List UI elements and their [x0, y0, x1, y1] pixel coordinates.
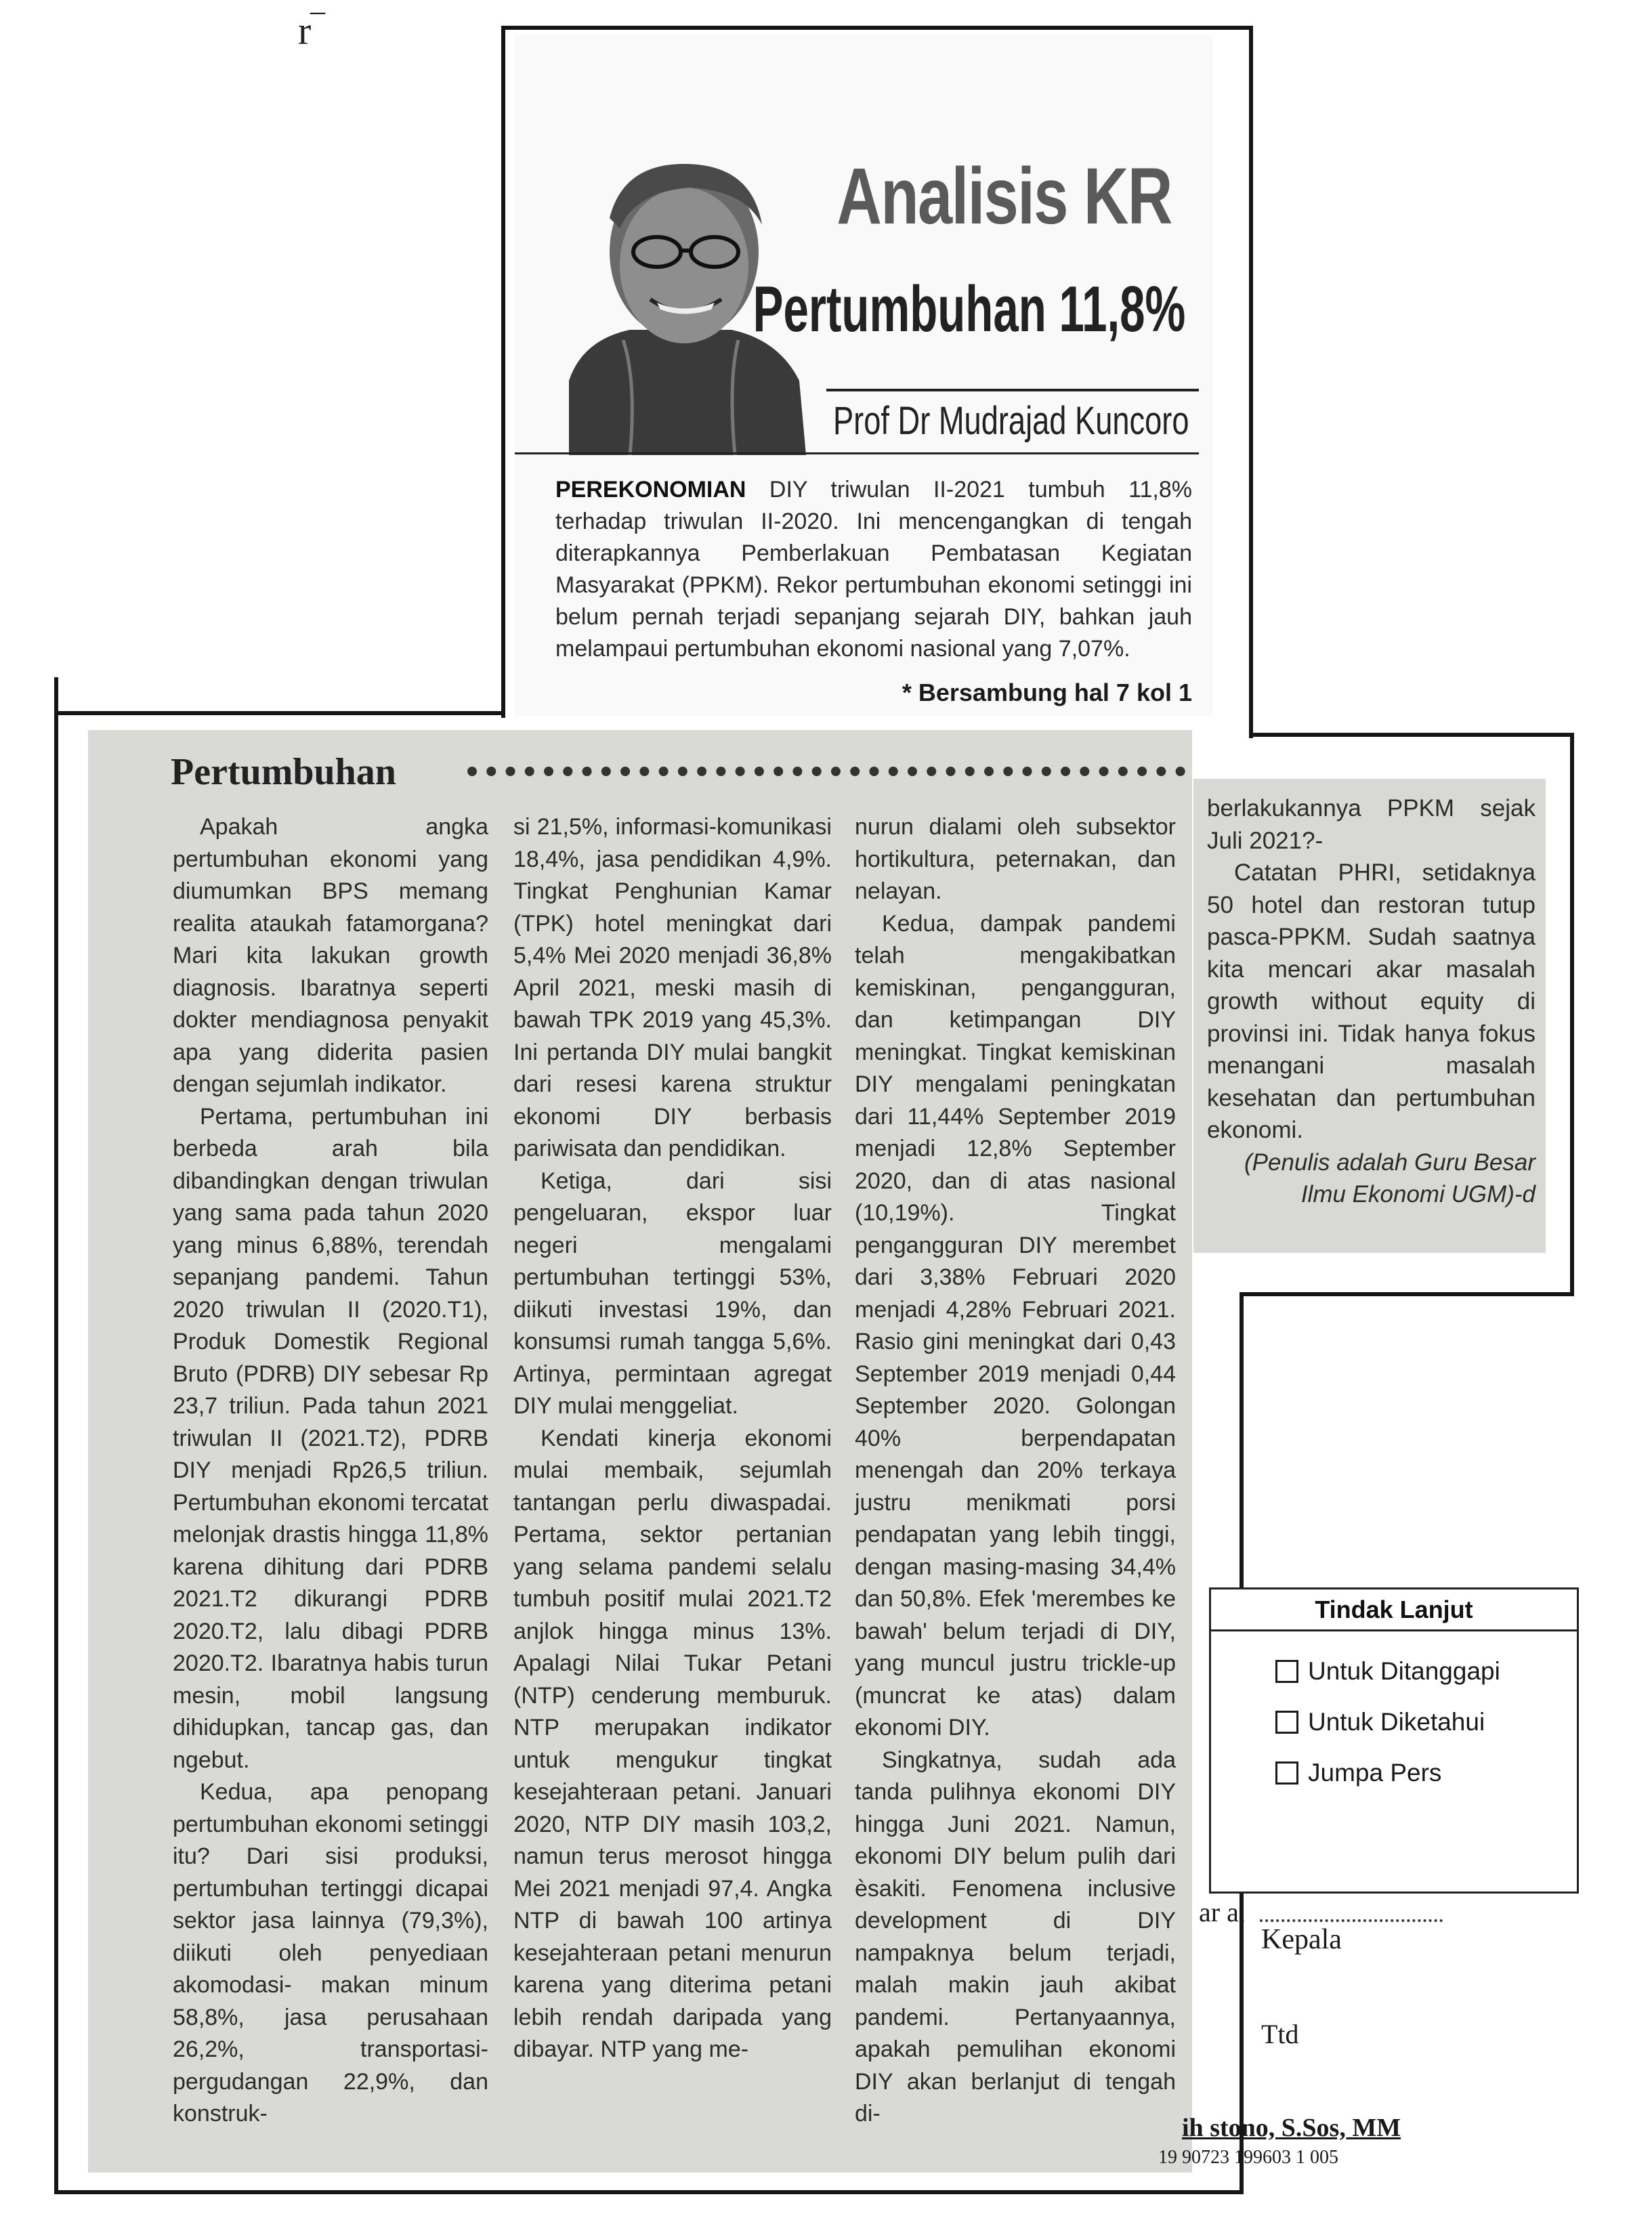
paragraph: Kedua, apa penopang pertumbuhan ekonomi setinggi itu? Dari sisi produksi, pertumbuhan tertinggi dicapai sektor jasa lainnya (79,3%), diikuti oleh penyediaan akomodasi- makan minum 58,8%, jasa perusahaan 26,2%, transportasi-pergudangan 22,9%, dan konstruk-	[173, 1779, 488, 2127]
column-title: Analisis KR	[836, 152, 1172, 241]
frame-line-left	[54, 677, 58, 2194]
frame-line-header-top	[501, 26, 1253, 30]
lead-bold: PEREKONOMIAN	[555, 477, 746, 503]
frame-line-right-upper	[1570, 733, 1574, 1295]
paragraph: Apakah angka pertumbuhan ekonomi yang diumumkan BPS memang realita ataukah fatamorgana? Mari kita lakukan growth diagnosis. Ibaratnya seperti dokter mendiagnosa penyakit apa yang diderita pasien dengan sejumlah indikator.	[173, 814, 488, 1097]
checkbox-icon[interactable]	[1275, 1711, 1298, 1734]
paragraph: Kedua, dampak pandemi telah mengakibatkan kemiskinan, pengangguran, dan ketimpangan DIY meningkat. Tingkat kemiskinan DIY mengalami peningkatan dari 11,44% September 2019 menjadi 12,8% September 2020, dan di atas nasional (10,19%). Tingkat pengangguran DIY merembet dari 3,38% Februari 2020 menjadi 4,28% Februari 2021. Rasio gini meningkat dari 0,43 September 2019 menjadi 0,44 September 2020. Golongan 40% berpendapatan menengah dan 20% terkaya justru menikmati porsi pendapatan yang lebih tinggi, dengan masing-masing 34,4% dan 50,8%. Efek 'merembes ke bawah' belum terjadi di DIY, yang muncul justru trickle-up (muncrat ke atas) dalam ekonomi DIY.	[855, 910, 1176, 1740]
author-credit: (Penulis adalah Guru Besar Ilmu Ekonomi UGM)-d	[1244, 1149, 1535, 1208]
lead-paragraph	[555, 474, 1192, 665]
paragraph: Singkatnya, sudah ada tanda pulihnya ekonomi DIY hingga Juni 2021. Namun, ekonomi DIY belum pulih dari èsakiti. Fenomena inclusive development di DIY nampaknya belum terjadi, malah makin jauh akibat pandemi. Pertanyaannya, apakah pemulihan ekonomi DIY akan berlanjut di tengah di-	[855, 1747, 1176, 2127]
author-name: Prof Dr Mudrajad Kuncoro	[833, 399, 1189, 443]
frame-line-top-right	[1249, 733, 1574, 737]
paragraph: Kendati kinerja ekonomi mulai membaik, sejumlah tantangan perlu diwaspadai. Pertama, sektor pertanian yang selama pandemi selalu tumbuh positif mulai 2021.T2 anjlok hingga minus 13%. Apalagi Nilai Tukar Petani (NTP) cenderung memburuk. NTP merupakan indikator untuk mengukur tingkat kesejahteraan petani. Januari 2020, NTP DIY masih 103,2, namun terus merosot hingga Mei 2021 menjadi 97,4. Angka NTP di bawah 100 artinya kesejahteraan petani menurun karena yang diterima petani lebih rendah daripada yang dibayar. NTP yang me-	[513, 1425, 832, 2062]
paragraph: Ketiga, dari sisi pengeluaran, ekspor luar negeri mengalami pertumbuhan tertinggi 53%, diikuti investasi 19%, dan konsumsi rumah tangga 5,6%. Artinya, permintaan agregat DIY mulai menggeliat.	[513, 1168, 832, 1419]
option-untuk-diketahui[interactable]	[1275, 1708, 1485, 1736]
follow-up-box	[1209, 1587, 1579, 1894]
option-label: Untuk Ditanggapi	[1308, 1657, 1500, 1685]
title-dotted-rule	[467, 767, 1185, 780]
date-dotted-line	[1260, 1919, 1443, 1922]
paragraph: si 21,5%, informasi-komunikasi 18,4%, jasa pendidikan 4,9%. Tingkat Penghunian Kamar (TPK) hotel meningkat dari 5,4% Mei 2020 menjadi 36,8% April 2021, meski masih di bawah TPK 2019 yang 45,3%. Ini pertanda DIY mulai bangkit dari resesi karena struktur ekonomi DIY berbasis pariwisata dan pendidikan.	[513, 814, 832, 1161]
frame-line-top-left	[54, 711, 505, 715]
lead-text: DIY triwulan II-2021 tumbuh 11,8% terhadap triwulan II-2020. Ini mencengangkan di tengah diterapkannya Pemberlakuan Pembatasan Kegiatan Masyarakat (PPKM). Rekor pertumbuhan ekonomi setinggi ini belum pernah terjadi sepanjang sejarah DIY, bahkan jauh melampaui pertumbuhan ekonomi nasional yang 7,07%.	[555, 477, 1192, 662]
signatory-name: ih stono, S.Sos, MM	[1182, 2114, 1401, 2142]
author-rule-top	[826, 389, 1199, 391]
checkbox-icon[interactable]	[1275, 1660, 1298, 1683]
paragraph: nurun dialami oleh subsektor hortikultura, peternakan, dan nelayan.	[855, 814, 1176, 904]
paragraph: Pertama, pertumbuhan ini berbeda arah bila dibandingkan dengan triwulan yang sama pada tahun 2020 yang minus 6,88%, terendah sepanjang pandemi. Tahun 2020 triwulan II (2020.T1), Produk Domestik Regional Bruto (PDRB) DIY sebesar Rp 23,7 triliun. Pada tahun 2021 triwulan II (2021.T2), PDRB DIY menjadi Rp26,5 triliun. Pertumbuhan ekonomi tercatat melonjak drastis hingga 11,8% karena dihitung dari PDRB 2021.T2 dikurangi PDRB 2020.T2, lalu dibagi PDRB 2020.T2. Ibaratnya habis turun mesin, mobil langsung dihidupkan, tancap gas, dan ngebut.	[173, 1103, 488, 1773]
option-label: Jumpa Pers	[1308, 1759, 1442, 1787]
article-column-3	[855, 811, 1176, 2131]
paragraph: Catatan PHRI, setidaknya 50 hotel dan restoran tutup pasca-PPKM. Sudah saatnya kita mencari akar masalah growth without equity di provinsi ini. Tidak hanya fokus menangani masalah kesehatan dan pertumbuhan ekonomi.	[1207, 859, 1535, 1143]
author-rule-bottom	[515, 452, 1199, 454]
signatory-role: Kepala	[1261, 1924, 1342, 1955]
signatory-nip: 19 90723 199603 1 005	[1158, 2147, 1338, 2168]
article-title: Pertumbuhan	[171, 751, 396, 793]
place-date-fragment: ar a,	[1199, 1897, 1246, 1927]
option-jumpa-pers[interactable]	[1275, 1759, 1441, 1787]
corner-mark: r‾	[298, 9, 324, 53]
follow-up-title: Tindak Lanjut	[1211, 1589, 1577, 1631]
checkbox-icon[interactable]	[1275, 1761, 1298, 1785]
article-column-4	[1207, 792, 1535, 1211]
article-column-2	[513, 811, 832, 2066]
frame-line-header-right	[1249, 27, 1253, 738]
header-clipping	[515, 35, 1212, 716]
headline: Pertumbuhan 11,8%	[753, 273, 1185, 345]
paragraph: berlakukannya PPKM sejak Juli 2021?-	[1207, 795, 1535, 854]
frame-line-bottom	[54, 2190, 1244, 2194]
frame-line-right-step	[1240, 1292, 1574, 1296]
signature-label: Ttd	[1261, 2019, 1299, 2049]
option-untuk-ditanggapi[interactable]	[1275, 1657, 1500, 1686]
option-label: Untuk Diketahui	[1308, 1708, 1485, 1736]
frame-line-header-left	[501, 27, 505, 718]
continued-note: * Bersambung hal 7 kol 1	[902, 679, 1192, 706]
article-column-1	[173, 811, 488, 2131]
